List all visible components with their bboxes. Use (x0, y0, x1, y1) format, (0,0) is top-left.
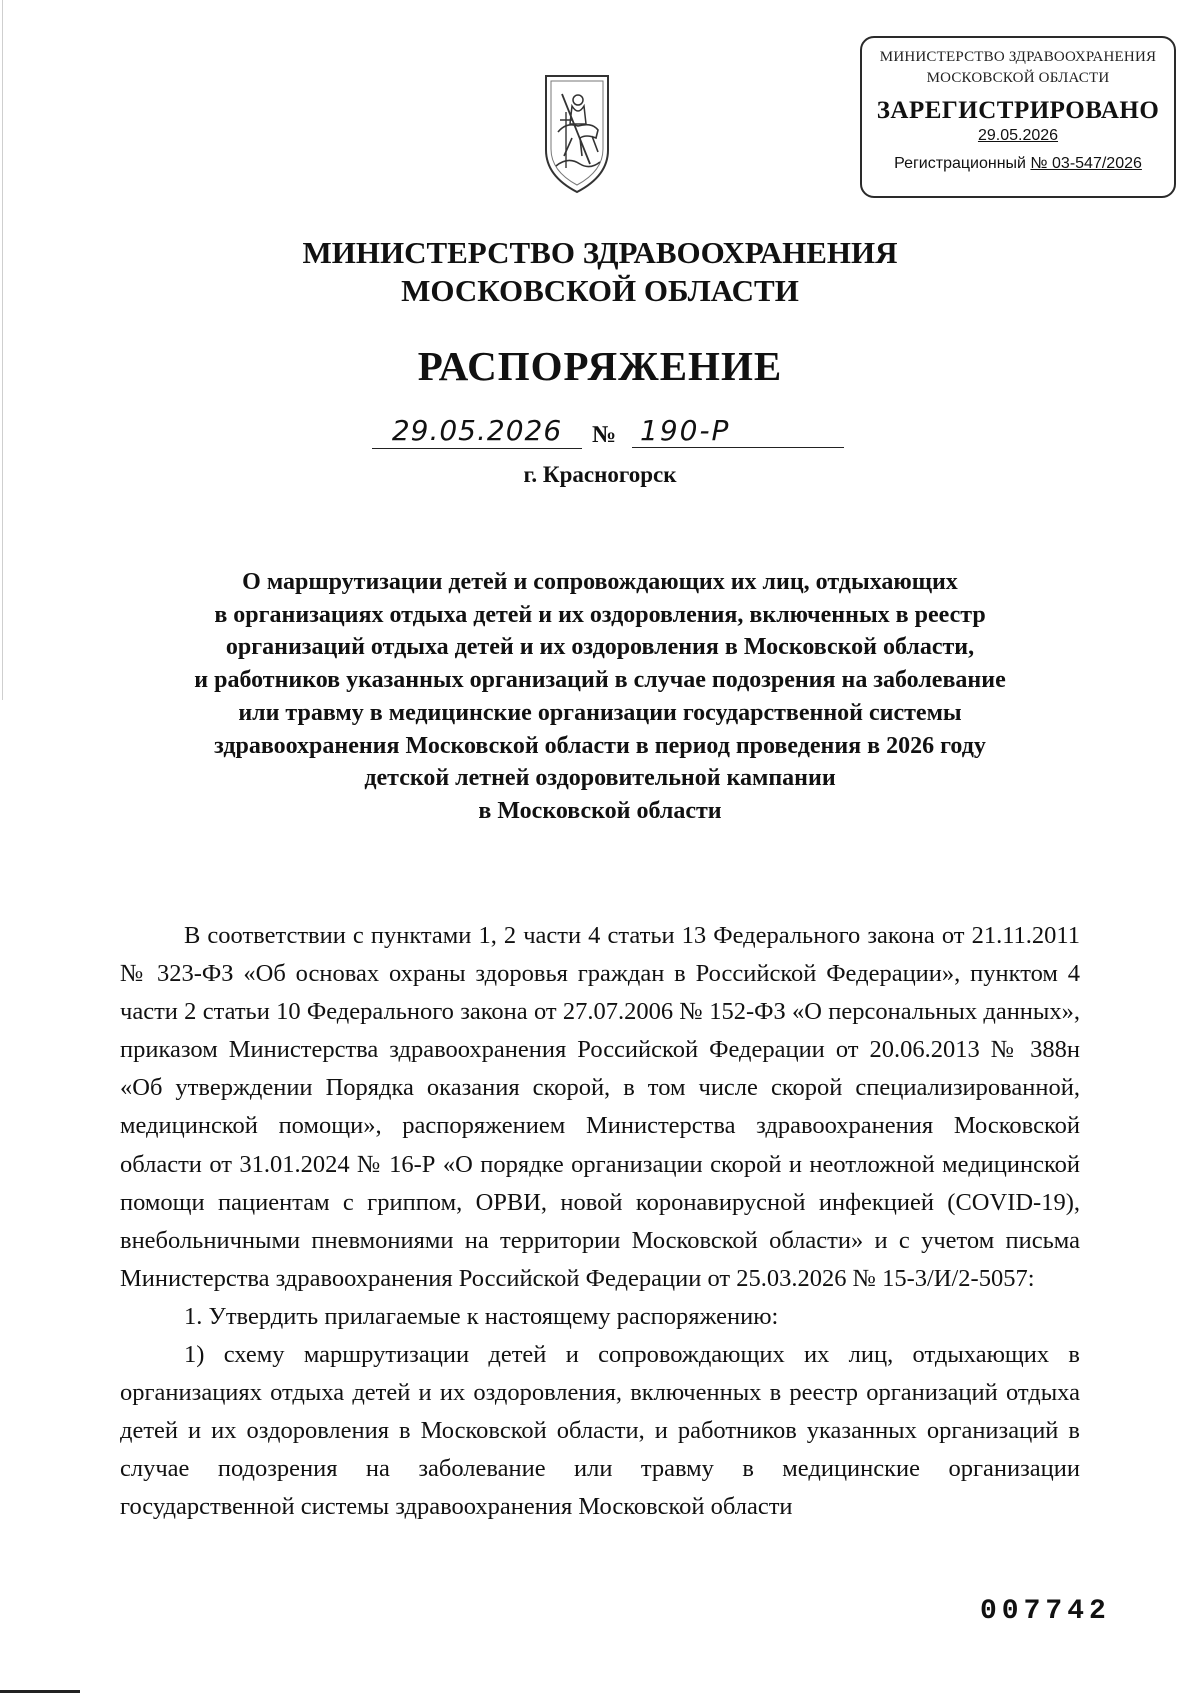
subject-line: или травму в медицинские организации государственной системы (238, 699, 962, 726)
handwritten-number: 190-Р (632, 414, 844, 448)
document-type: РАСПОРЯЖЕНИЕ (417, 343, 783, 389)
subject-line: организаций отдыха детей и их оздоровления в Московской области, (225, 634, 975, 661)
stamp-ministry-line1: МИНИСТЕРСТВО ЗДРАВООХРАНЕНИЯ (879, 49, 1157, 65)
stamp-status: ЗАРЕГИСТРИРОВАНО (876, 97, 1160, 124)
org-line1: МИНИСТЕРСТВО ЗДРАВООХРАНЕНИЯ (302, 235, 898, 270)
subject-line: и работников указанных организаций в случае подозрения на заболевание (194, 667, 1006, 694)
stamp-ministry-line2: МОСКОВСКОЙ ОБЛАСТИ (926, 70, 1110, 86)
handwritten-date: 29.05.2026 (372, 414, 582, 449)
registration-stamp (860, 36, 1176, 198)
subject-line: детской летней оздоровительной кампании (364, 765, 836, 792)
city: г. Красногорск (523, 462, 677, 487)
document-subject (120, 566, 1080, 828)
body-paragraph-item-1: 1. Утвердить прилагаемые к настоящему распоряжению: (184, 1302, 779, 1330)
subject-line: в организациях отдыха детей и их оздоровления, включенных в реестр (214, 601, 986, 628)
organization-title (0, 234, 1200, 310)
subject-line: О маршрутизации детей и сопровождающих их лиц, отдыхающих (242, 569, 958, 595)
stamp-date: 29.05.2026 (977, 127, 1059, 144)
body-paragraph-preamble: В соответствии с пунктами 1, 2 части 4 статьи 13 Федерального закона от 21.11.2011 № 323-ФЗ «Об основах охраны здоровья граждан в Российской Федерации», пунктом 4 части 2 статьи 10 Федерального закона от 27.07.2006 № 152-ФЗ «О персональных данных», приказом Министерства здравоохранения Российской Федерации от 20.06.2013 № 388н «Об утверждении Порядка оказания скорой, в том числе скорой специализированной, медицинской помощи», распоряжением Министерства здравоохранения Московской области от 31.01.2024 № 16-Р «О порядке организации скорой и неотложной медицинской помощи пациентам с гриппом, ОРВИ, новой коронавирусной инфекцией (COVID-19), внебольничными пневмониями на территории Московской области» и с учетом письма Министерства здравоохранения Российской Федерации от 25.03.2026 № 15-3/И/2-5057: (120, 922, 1080, 1292)
stamp-reg-label: Регистрационный (894, 155, 1026, 172)
form-serial-number: 007742 (980, 1596, 1111, 1627)
number-sign: № (592, 422, 617, 448)
subject-line: в Московской области (478, 797, 722, 824)
body-paragraph-subitem-1: 1) схему маршрутизации детей и сопровождающих их лиц, отдыхающих в организациях отдыха детей и их оздоровления, включенных в реестр организаций отдыха детей и их оздоровления в Московской области, и работников указанных организаций в случае подозрения на заболевание или травму в медицинские организации государственной системы здравоохранения Московской области (120, 1341, 1080, 1521)
document-body (120, 917, 1080, 1527)
stamp-reg-number: № 03-547/2026 (1030, 155, 1142, 172)
scan-foot-artifact (0, 1690, 80, 1693)
stamp-registration (862, 155, 1174, 173)
coat-of-arms-icon (542, 72, 612, 196)
org-line2: МОСКОВСКОЙ ОБЛАСТИ (401, 273, 799, 308)
subject-line: здравоохранения Московской области в период проведения в 2026 году (214, 732, 986, 759)
date-number-row (370, 414, 850, 454)
